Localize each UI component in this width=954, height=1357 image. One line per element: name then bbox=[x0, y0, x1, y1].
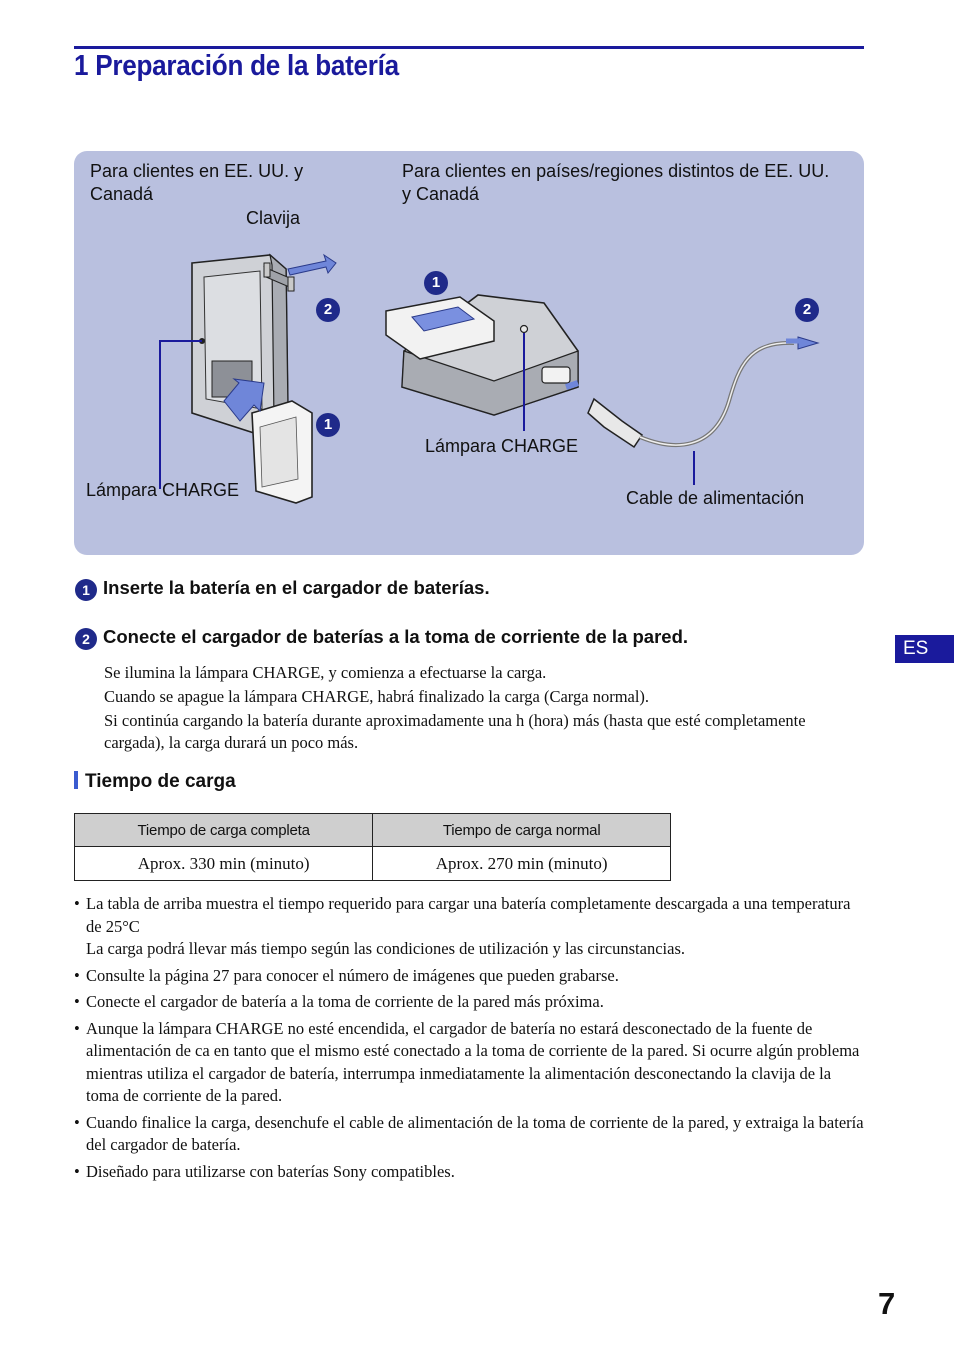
illustration-panel bbox=[74, 151, 864, 555]
list-item: • Cuando finalice la carga, desenchufe el cable de alimentación de la toma de corriente de la pared, y extraiga la batería del cargador de batería. bbox=[74, 1112, 864, 1157]
power-cord-label: Cable de alimentación bbox=[626, 488, 805, 508]
step-1-badge-right: 1 bbox=[424, 271, 448, 295]
title-rule bbox=[74, 46, 864, 49]
step-2-line: Cuando se apague la lámpara CHARGE, habrá finalizado la carga (Carga normal). bbox=[104, 687, 650, 706]
list-item: • Consulte la página 27 para conocer el número de imágenes que pueden grabarse. bbox=[74, 965, 864, 988]
step-2-badge-left: 2 bbox=[316, 298, 340, 322]
step-2-text: Conecte el cargador de baterías a la toma de corriente de la pared. bbox=[103, 626, 689, 647]
heading-bar bbox=[74, 771, 78, 789]
charging-time-heading bbox=[74, 771, 236, 793]
step-2-description bbox=[104, 662, 824, 756]
step-1-number: 1 bbox=[75, 579, 97, 601]
step-2-line: Si continúa cargando la batería durante aproximadamente una h (hora) más (hasta que esté completamente cargada), la carga durará un poco más. bbox=[104, 711, 806, 752]
language-tab: ES bbox=[895, 635, 954, 663]
list-item bbox=[74, 893, 864, 961]
note-extra: La carga podrá llevar más tiempo según las condiciones de utilización y las circunstancias. bbox=[86, 939, 685, 958]
step-2-line: Se ilumina la lámpara CHARGE, y comienza a efectuarse la carga. bbox=[104, 663, 547, 682]
step-2-badge-right: 2 bbox=[795, 298, 819, 322]
step-1 bbox=[75, 577, 490, 601]
charge-lamp-left-label: Lámpara CHARGE bbox=[86, 480, 240, 500]
table-header: Tiempo de carga completa bbox=[75, 814, 373, 847]
table-row bbox=[75, 847, 671, 881]
list-item: • Aunque la lámpara CHARGE no esté encendida, el cargador de batería no estará desconectado de la fuente de alimentación de ca en tanto que el mismo esté conectado a la toma de corriente de la pared. Si ocurre algún problema mientras utiliza el cargador de batería, interrumpa inmediatamente la alimentación desconectando la clavija de la toma de corriente de la pared. bbox=[74, 1018, 864, 1108]
us-customers-label: Para clientes en EE. UU. y Canadá bbox=[90, 161, 304, 204]
step-1-text: Inserte la batería en el cargador de baterías. bbox=[103, 577, 490, 598]
page-number: 7 bbox=[878, 1286, 896, 1321]
table-header: Tiempo de carga normal bbox=[373, 814, 671, 847]
us-charger-drawing bbox=[160, 255, 336, 503]
table-cell: Aprox. 330 min (minuto) bbox=[75, 847, 373, 881]
step-2-number: 2 bbox=[75, 628, 97, 650]
list-item: • Conecte el cargador de batería a la toma de corriente de la pared más próxima. bbox=[74, 991, 864, 1014]
table-header-row bbox=[75, 814, 671, 847]
page-title: 1 Preparación de la batería bbox=[74, 50, 399, 82]
note-text: La tabla de arriba muestra el tiempo requerido para cargar una batería completamente descargada a una temperatura de 25°C bbox=[86, 894, 851, 936]
other-customers-label: Para clientes en países/regiones distintos de EE. UU. y Canadá bbox=[402, 161, 830, 204]
step-2 bbox=[75, 626, 688, 650]
list-item: • Diseñado para utilizarse con baterías Sony compatibles. bbox=[74, 1161, 864, 1184]
table-cell: Aprox. 270 min (minuto) bbox=[373, 847, 671, 881]
charging-time-table bbox=[74, 813, 671, 881]
notes-list bbox=[74, 893, 864, 1187]
step-1-badge-left: 1 bbox=[316, 413, 340, 437]
charge-lamp-right-label: Lámpara CHARGE bbox=[425, 436, 579, 456]
plug-label: Clavija bbox=[246, 208, 301, 228]
charging-time-title: Tiempo de carga bbox=[85, 771, 236, 792]
